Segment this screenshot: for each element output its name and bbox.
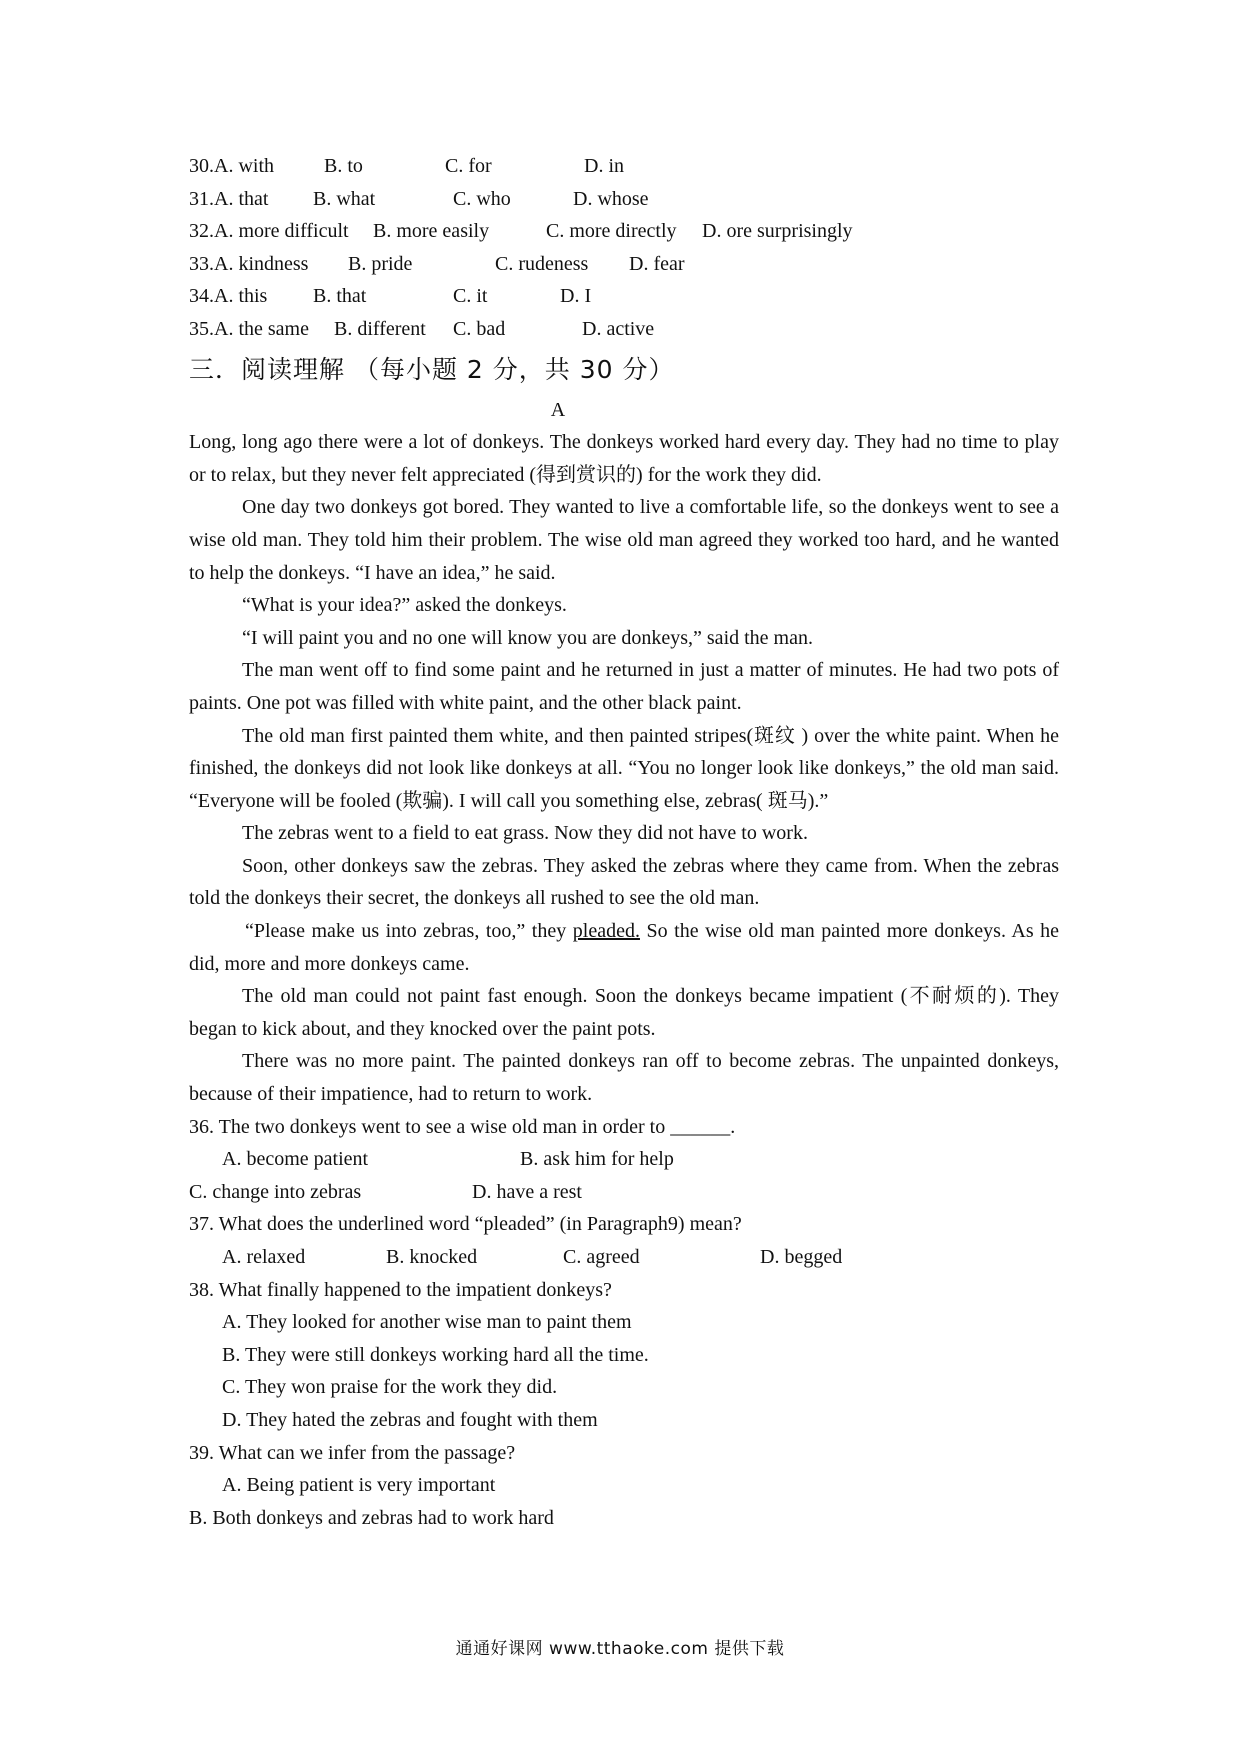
option-d: D. have a rest [472,1180,582,1203]
cloze-option-row-33 [189,248,1059,281]
question-36-stem: 36. The two donkeys went to see a wise old man in order to ______. [189,1115,736,1138]
passage-paragraph-1: Long, long ago there were a lot of donkeys. The donkeys worked hard every day. They had no time to play or to relax, but they never felt appreciated (得到赏识的) for the work they did. [189,431,1059,486]
option-d: D. fear [629,252,685,275]
question-number: 30. [189,155,214,177]
cloze-option-row-32 [189,215,1059,248]
option-d: D. I [560,285,592,308]
option-a: A. that [214,187,269,210]
question-38-option-c: C. They won praise for the work they did. [222,1376,558,1399]
option-b: B. knocked [386,1246,478,1268]
option-c: C. who [453,187,511,210]
question-number: 35. [189,317,214,340]
question-38-stem: 38. What finally happened to the impatient donkeys? [189,1278,612,1301]
option-b: B. to [324,155,363,177]
passage-paragraph-4: “I will paint you and no one will know you are donkeys,” said the man. [242,626,813,649]
option-c: C. rudeness [495,252,589,275]
paragraph-text: “Please make us into zebras, too,” they [245,920,573,943]
passage-paragraph-7: The zebras went to a field to eat grass. Now they did not have to work. [242,822,808,845]
option-b: B. different [334,317,426,340]
option-c: C. change into zebras [189,1180,362,1203]
passage-paragraph-5: The man went off to find some paint and he returned in just a matter of minutes. He had two pots of paints. One pot was filled with white paint, and the other black paint. [189,659,1059,714]
passage-paragraph-6: The old man first painted them white, and then painted stripes(斑纹 ) over the white paint. When he finished, the donkeys did not look like donkeys at all. “You no longer look like donkeys,” the old man said. “Everyone will be fooled (欺骗). I will call you something else, zebras( 斑马).” [189,724,1059,812]
question-39-option-b: B. Both donkeys and zebras had to work hard [189,1506,554,1529]
option-d: D. active [582,317,655,340]
passage-paragraph-2: One day two donkeys got bored. They wanted to live a comfortable life, so the donkeys went to see a wise old man. They told him their problem. The wise old man agreed they worked too hard, and he wanted to help the donkeys. “I have an idea,” he said. [189,496,1059,584]
section-title: 三．阅读理解 （每小题 2 分，共 30 分） [189,354,675,384]
question-39-stem: 39. What can we infer from the passage? [189,1441,516,1464]
option-c: C. agreed [563,1246,640,1268]
question-number: 32. [189,220,214,243]
question-number: 31. [189,187,214,210]
option-b: B. more easily [373,220,490,243]
paragraph-text: So the wise old man painted more donkeys. As he did, more and more donkeys came. [189,920,1060,975]
option-d: D. in [584,155,624,177]
underlined-word: pleaded. [572,920,640,943]
option-c: C. bad [453,317,506,340]
option-a: A. more difficult [214,220,349,243]
option-a: A. become patient [222,1148,369,1171]
question-36-options-row-1 [189,1143,1059,1176]
passage-paragraph-11: There was no more paint. The painted donkeys ran off to become zebras. The unpainted donkeys, because of their impatience, had to return to work. [189,1050,1059,1106]
cloze-option-row-30 [189,150,1059,183]
cloze-option-row-35 [189,313,1059,346]
option-b: B. ask him for help [520,1148,674,1171]
question-38-option-a: A. They looked for another wise man to paint them [222,1311,632,1334]
option-d: D. whose [573,187,649,210]
passage-paragraph-3: “What is your idea?” asked the donkeys. [242,594,567,617]
cloze-option-row-34 [189,280,1059,313]
question-38-option-b: B. They were still donkeys working hard all the time. [222,1343,649,1366]
question-36-options-row-2 [189,1176,1059,1209]
passage-label: A [550,398,566,421]
question-37-stem: 37. What does the underlined word “pleaded” (in Paragraph9) mean? [189,1213,742,1236]
option-c: C. for [445,155,492,177]
option-d: D. begged [760,1246,843,1268]
option-d: D. ore surprisingly [702,220,853,243]
option-b: B. that [313,285,367,308]
passage-paragraph-9 [189,915,1059,980]
question-37-options-row [189,1241,1059,1274]
option-b: B. pride [348,252,413,275]
option-a: A. the same [214,317,309,340]
passage-paragraph-8: Soon, other donkeys saw the zebras. They asked the zebras where they came from. When the zebras told the donkeys their secret, the donkeys all rushed to see the old man. [189,854,1059,910]
question-38-option-d: D. They hated the zebras and fought with them [222,1408,598,1431]
page-footer: 通通好课网 www.tthaoke.com 提供下载 [455,1639,785,1659]
option-c: C. more directly [546,220,677,243]
option-b: B. what [313,187,376,210]
question-number: 34. [189,285,214,308]
question-39-option-a: A. Being patient is very important [222,1474,496,1497]
question-number: 33. [189,252,214,275]
option-a: A. kindness [214,252,309,275]
option-a: A. this [214,285,268,308]
option-c: C. it [453,285,488,308]
passage-paragraph-10: The old man could not paint fast enough. Soon the donkeys became impatient (不耐烦的). They began to kick about, and they knocked over the paint pots. [189,985,1059,1040]
option-a: A. with [214,155,274,177]
cloze-option-row-31 [189,183,1059,216]
exam-page [189,150,1059,1534]
option-a: A. relaxed [222,1246,306,1268]
